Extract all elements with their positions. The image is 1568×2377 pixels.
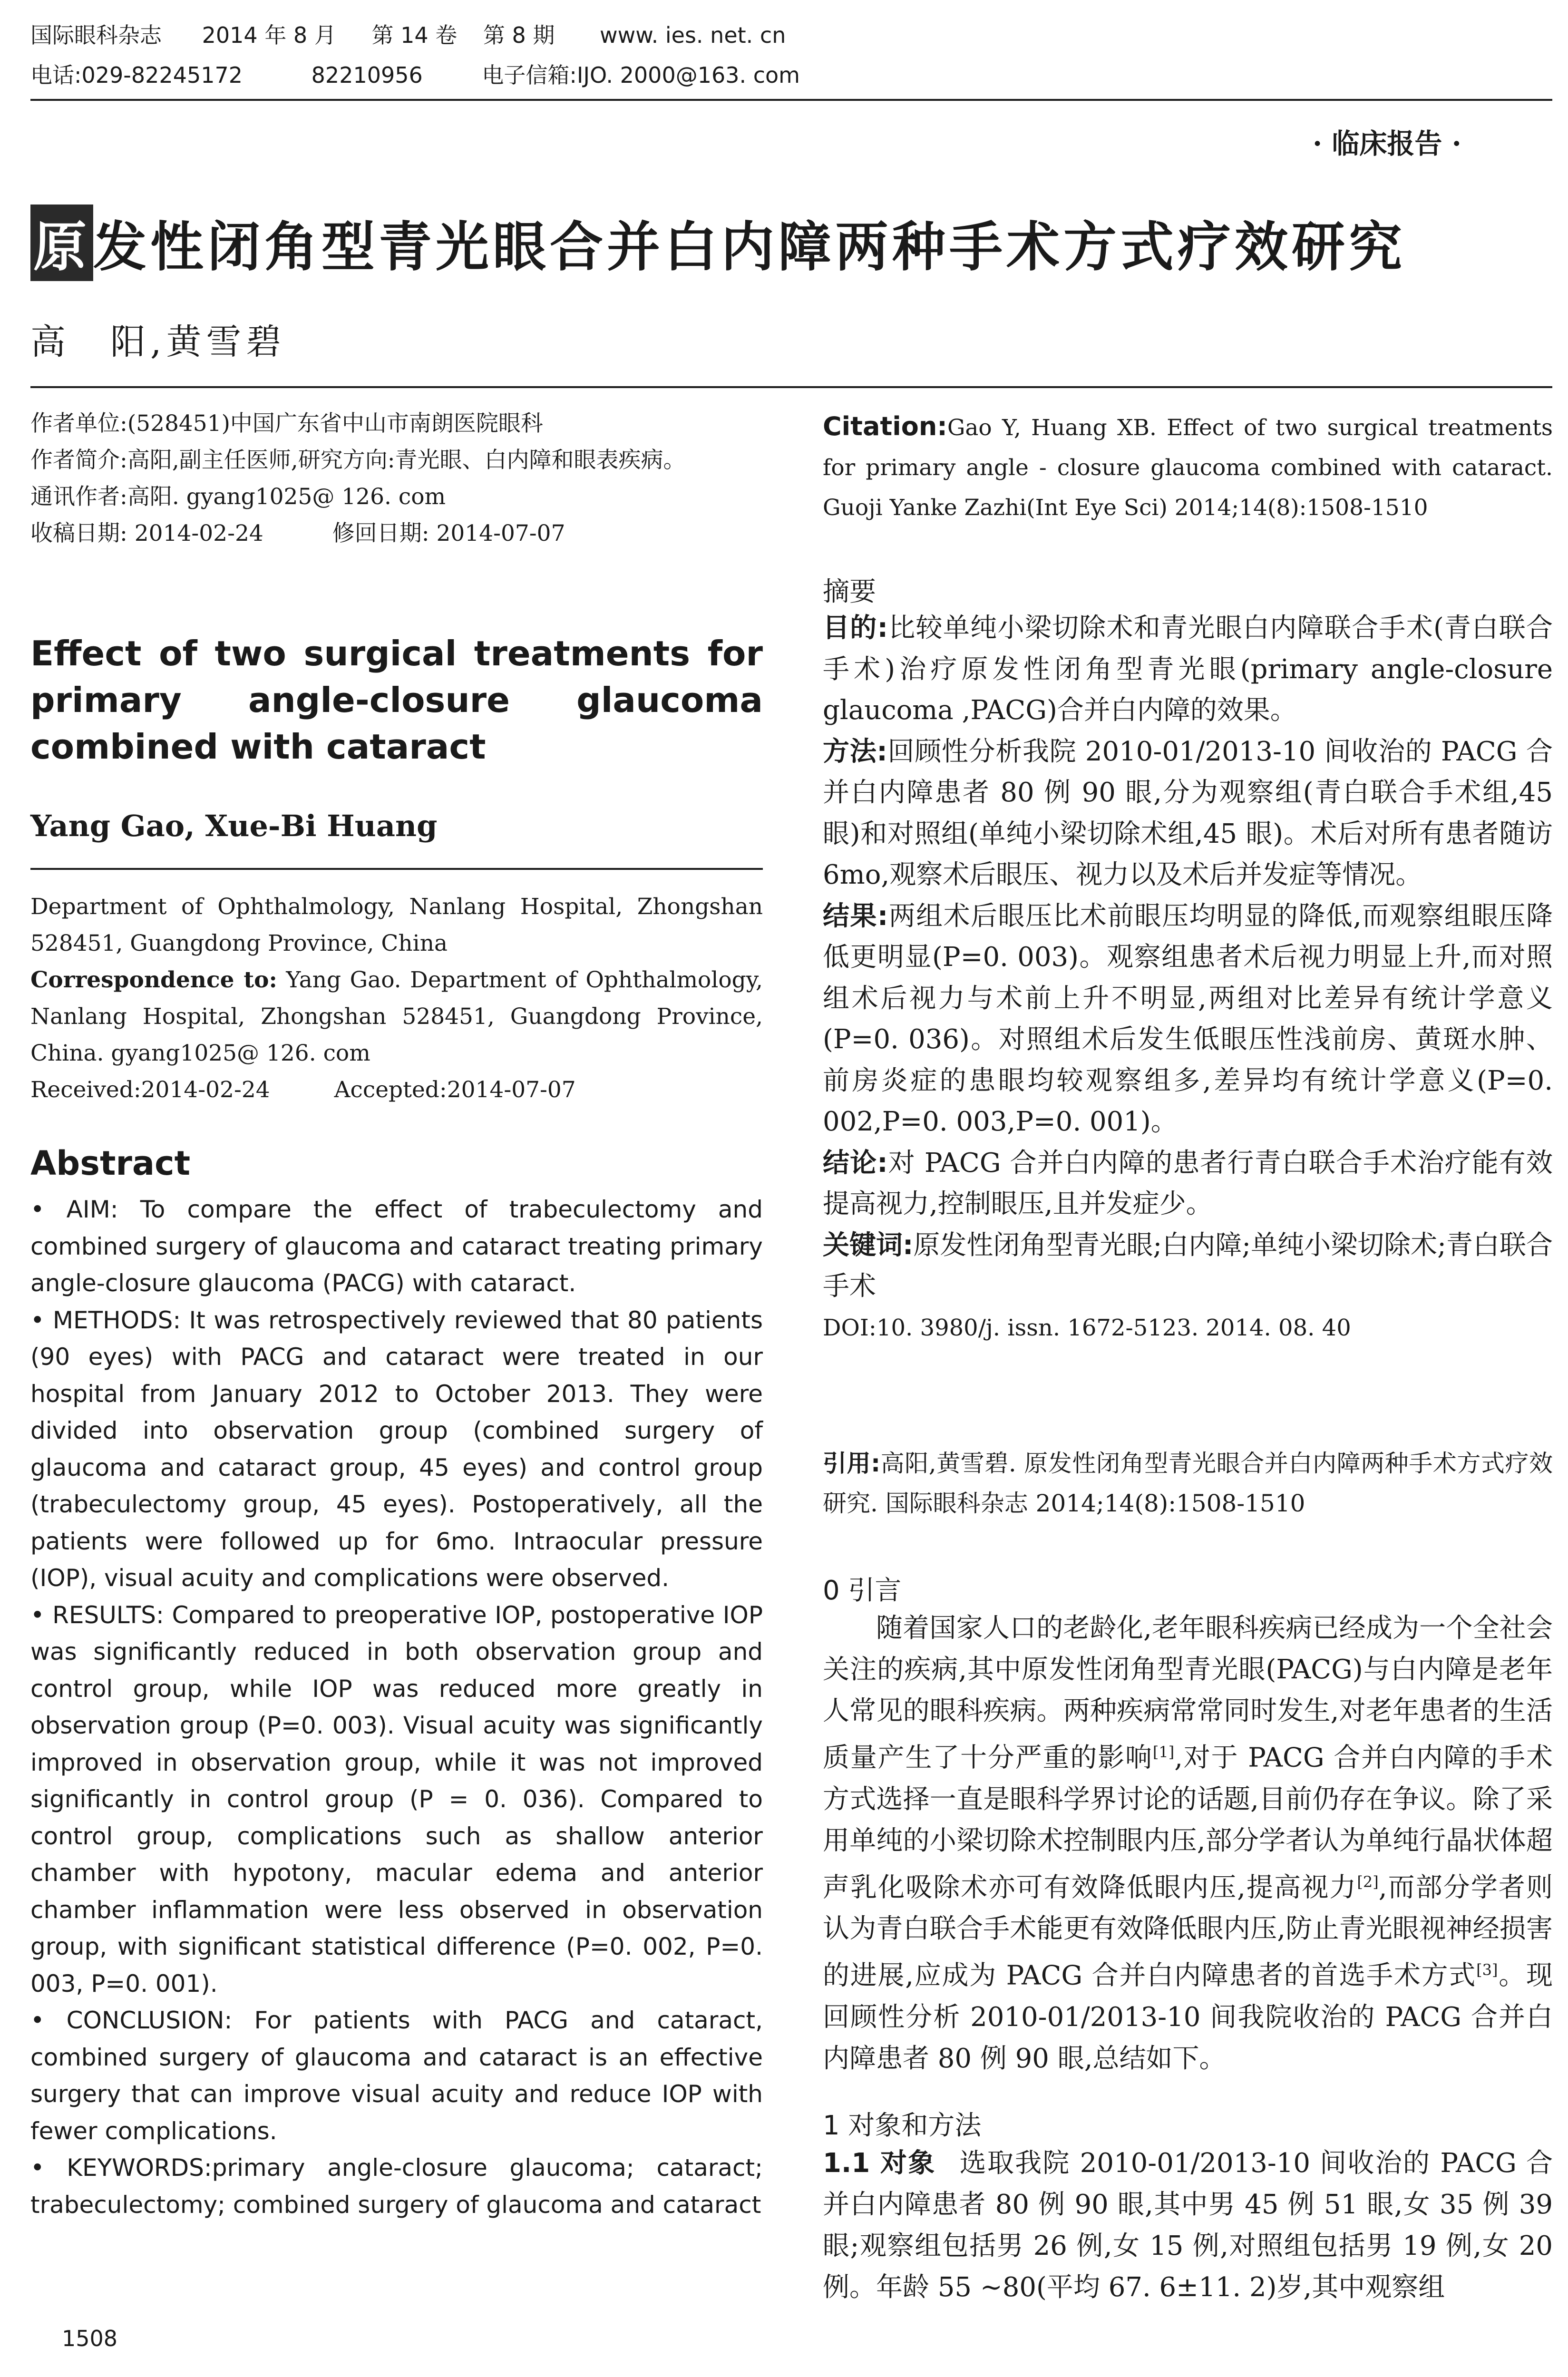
methods-text-zh: 回顾性分析我院 2010-01/2013-10 间收治的 PACG 合并白内障患者 80 例 90 眼,分为观察组(青白联合手术组,45 眼)和对照组(单纯小梁切除术组,45 眼)。术后对所有患者随访 6mo,观察术后眼压、视力以及术后并发症等情况。 (823, 736, 1553, 890)
ref-1[interactable]: [1] (1152, 1743, 1175, 1761)
conclusion-text-zh: 对 PACG 合并白内障的患者行青白联合手术治疗能有效提高视力,控制眼压,且并发症少。 (823, 1147, 1553, 1219)
correspondence-en (30, 962, 763, 1072)
correspondence-label: Correspondence to: (30, 967, 277, 993)
methods-heading: 1 对象和方法 (823, 2110, 982, 2141)
authors-en-rule (30, 868, 763, 870)
results-label-zh: 结果: (823, 900, 888, 932)
meta-zh (30, 405, 763, 552)
phone-2: 82210956 (311, 62, 423, 88)
subsection-1-1: 1.1 对象 (823, 2148, 936, 2179)
abstract-zh-aim (823, 608, 1553, 731)
aim-text-zh: 比较单纯小梁切除术和青光眼白内障联合手术(青白联合手术)治疗原发性闭角型青光眼(primary angle-closure glaucoma ,PACG)合并白内障的效果。 (823, 613, 1553, 726)
volume: 第 14 卷 (371, 22, 458, 48)
affiliation-en (30, 888, 763, 1108)
dates-zh (30, 515, 763, 552)
intro-text-c: ,而部分学者则认为青白联合手术能更有效降低眼内压,防止青光眼视神经损害的进展,应成为 PACG 合并白内障患者的首选手术方式 (823, 1872, 1553, 1991)
abstract-zh-methods (823, 731, 1553, 896)
citation-zh-text: 高阳,黄雪碧. 原发性闭角型青光眼合并白内障两种手术方式疗效研究. 国际眼科杂志 2014;14(8):1508-1510 (823, 1450, 1553, 1517)
abstract-en-body (30, 1191, 763, 2223)
citation-en (823, 407, 1553, 528)
page-number: 1508 (62, 2326, 118, 2351)
journal-name: 国际眼科杂志 (30, 22, 162, 48)
title-rule (30, 386, 1552, 388)
results-text-zh: 两组术后眼压比术前眼压均明显的降低,而观察组眼压降低更明显(P=0. 003)。观察组患者术后视力明显上升,而对照组术后视力与术前上升不明显,两组对比差异有统计学意义(P=0. 036)。对照组术后发生低眼压性浅前房、黄斑水肿、前房炎症的患眼均较观察组多,差异均有统计学意义(P=0. 002,P=0. 003,P=0. 001)。 (823, 900, 1553, 1137)
intro-body (823, 1607, 1553, 2079)
english-title: Effect of two surgical treatments for primary angle-closure glaucoma combined with cataract (30, 633, 763, 767)
methods-text: 选取我院 2010-01/2013-10 间收治的 PACG 合并白内障患者 80 例 90 眼,其中男 45 例 51 眼,女 35 例 39 眼;观察组包括男 26 例,女 15 例,对照组包括男 19 例,女 20 例。年龄 55 ~80(平均 67. 6±11. 2)岁,其中观察组 (823, 2148, 1553, 2303)
ref-3[interactable]: [3] (1476, 1961, 1498, 1979)
issue-date: 2014 年 8 月 (202, 22, 336, 48)
abstract-keywords: • KEYWORDS:primary angle-closure glaucoma; cataract; trabeculectomy; combined surgery of glaucoma and cataract (30, 2154, 763, 2219)
header-rule (30, 99, 1552, 101)
methods-label-zh: 方法: (823, 736, 887, 767)
running-header-line1 (30, 21, 786, 49)
author-unit: 作者单位:(528451)中国广东省中山市南朗医院眼科 (30, 410, 543, 437)
intro-text-d: 。现回顾性分析 2010-01/2013-10 间我院收治的 PACG 合并白内障患者 80 例 90 眼,总结如下。 (823, 1960, 1553, 2074)
ref-2[interactable]: [2] (1357, 1872, 1379, 1891)
correspondence-text: Yang Gao. Department of Ophthalmology, Nanlang Hospital, Zhongshan 528451, Guangdong Province, China. gyang1025@ 126. com (30, 967, 763, 1066)
title-rest: 发性闭角型青光眼合并白内障两种手术方式疗效研究 (93, 216, 1406, 278)
keywords-label-zh: 关键词: (823, 1229, 914, 1261)
dates-en (30, 1072, 763, 1108)
issue-number: 第 8 期 (483, 22, 555, 48)
column-label: · 临床报告 · (1313, 127, 1461, 160)
title-first-char: 原 (30, 205, 93, 281)
intro-text-a: 随着国家人口的老龄化,老年眼科疾病已经成为一个全社会关注的疾病,其中原发性闭角型青光眼(PACG)与白内障是老年人常见的眼科疾病。两种疾病常常同时发生,对老年患者的生活质量产生了十分严重的影响 (823, 1613, 1553, 1773)
accepted-en: Accepted:2014-07-07 (334, 1077, 576, 1103)
abstract-aim: • AIM: To compare the effect of trabeculectomy and combined surgery of glaucoma and cataract treating primary angle-closure glaucoma (PACG) with cataract. (30, 1196, 763, 1297)
citation-label: Citation: (823, 411, 947, 441)
running-header-line2 (30, 61, 800, 89)
methods-body (823, 2143, 1553, 2308)
keywords-text-zh: 原发性闭角型青光眼;白内障;单纯小梁切除术;青白联合手术 (823, 1229, 1553, 1302)
revised-date-zh: 修回日期: 2014-07-07 (332, 520, 565, 546)
abstract-results: • RESULTS: Compared to preoperative IOP, postoperative IOP was significantly reduced in both observation group and control group, while IOP was reduced more greatly in observation group (P=0. 003). Visual acuity was significantly improved in observation group, while it was not improved significantly in control group (P = 0. 036). Compared to control group, complications such as shallow anterior chamber with hypotony, macular edema and anterior chamber inflammation were less observed in observation group, with significant statistical difference (P=0. 002, P=0. 003, P=0. 001). (30, 1601, 763, 1997)
intro-paragraph (823, 1607, 1553, 2079)
methods-paragraph (823, 2143, 1553, 2308)
email: 电子信箱:IJO. 2000@163. com (482, 62, 800, 88)
citation-zh-label: 引用: (823, 1450, 881, 1477)
abstract-methods: • METHODS: It was retrospectively reviewed that 80 patients (90 eyes) with PACG and cataract were treated in our hospital from January 2012 to October 2013. They were divided into observation group (combined surgery of glaucoma and cataract group, 45 eyes) and control group (trabeculectomy group, 45 eyes). Postoperatively, all the patients were followed up for 6mo. Intraocular pressure (IOP), visual acuity and complications were observed. (30, 1306, 763, 1592)
received-en: Received:2014-02-24 (30, 1077, 270, 1103)
department-en: Department of Ophthalmology, Nanlang Hospital, Zhongshan 528451, Guangdong Province, China (30, 894, 763, 956)
abstract-heading: Abstract (30, 1144, 191, 1183)
abstract-zh-keywords (823, 1225, 1553, 1307)
received-date-zh: 收稿日期: 2014-02-24 (30, 520, 263, 546)
aim-label-zh: 目的: (823, 613, 888, 643)
authors-en: Yang Gao, Xue-Bi Huang (30, 809, 438, 843)
abstract-zh-conclusion (823, 1143, 1553, 1225)
abstract-conclusion: • CONCLUSION: For patients with PACG and cataract, combined surgery of glaucoma and cataract is an effective surgery that can improve visual acuity and reduce IOP with fewer complications. (30, 2007, 763, 2145)
intro-text-b: ,对于 PACG 合并白内障的手术方式选择一直是眼科学界讨论的话题,目前仍存在争议。除了采用单纯的小梁切除术控制眼内压,部分学者认为单纯行晶状体超声乳化吸除术亦可有效降低眼内压,提高视力 (823, 1742, 1553, 1903)
abstract-zh-heading: 摘要 (823, 576, 876, 607)
intro-heading: 0 引言 (823, 1575, 902, 1606)
abstract-zh-results (823, 896, 1553, 1143)
doi: DOI:10. 3980/j. issn. 1672-5123. 2014. 08. 40 (823, 1314, 1351, 1341)
authors-zh: 高 阳,黄雪碧 (30, 321, 286, 362)
journal-url: www. ies. net. cn (600, 22, 786, 48)
abstract-zh-body (823, 608, 1553, 1348)
author-bio: 作者简介:高阳,副主任医师,研究方向:青光眼、白内障和眼表疾病。 (30, 447, 686, 473)
citation-text: Gao Y, Huang XB. Effect of two surgical treatments for primary angle - closure glaucoma combined with cataract. Guoji Yanke Zazhi(Int Eye Sci) 2014;14(8):1508-1510 (823, 415, 1553, 521)
article-title (30, 205, 1406, 281)
conclusion-label-zh: 结论: (823, 1147, 888, 1179)
corresponding-author: 通讯作者:高阳. gyang1025@ 126. com (30, 484, 446, 510)
citation-zh (823, 1443, 1553, 1523)
phone: 电话:029-82245172 (30, 62, 243, 88)
